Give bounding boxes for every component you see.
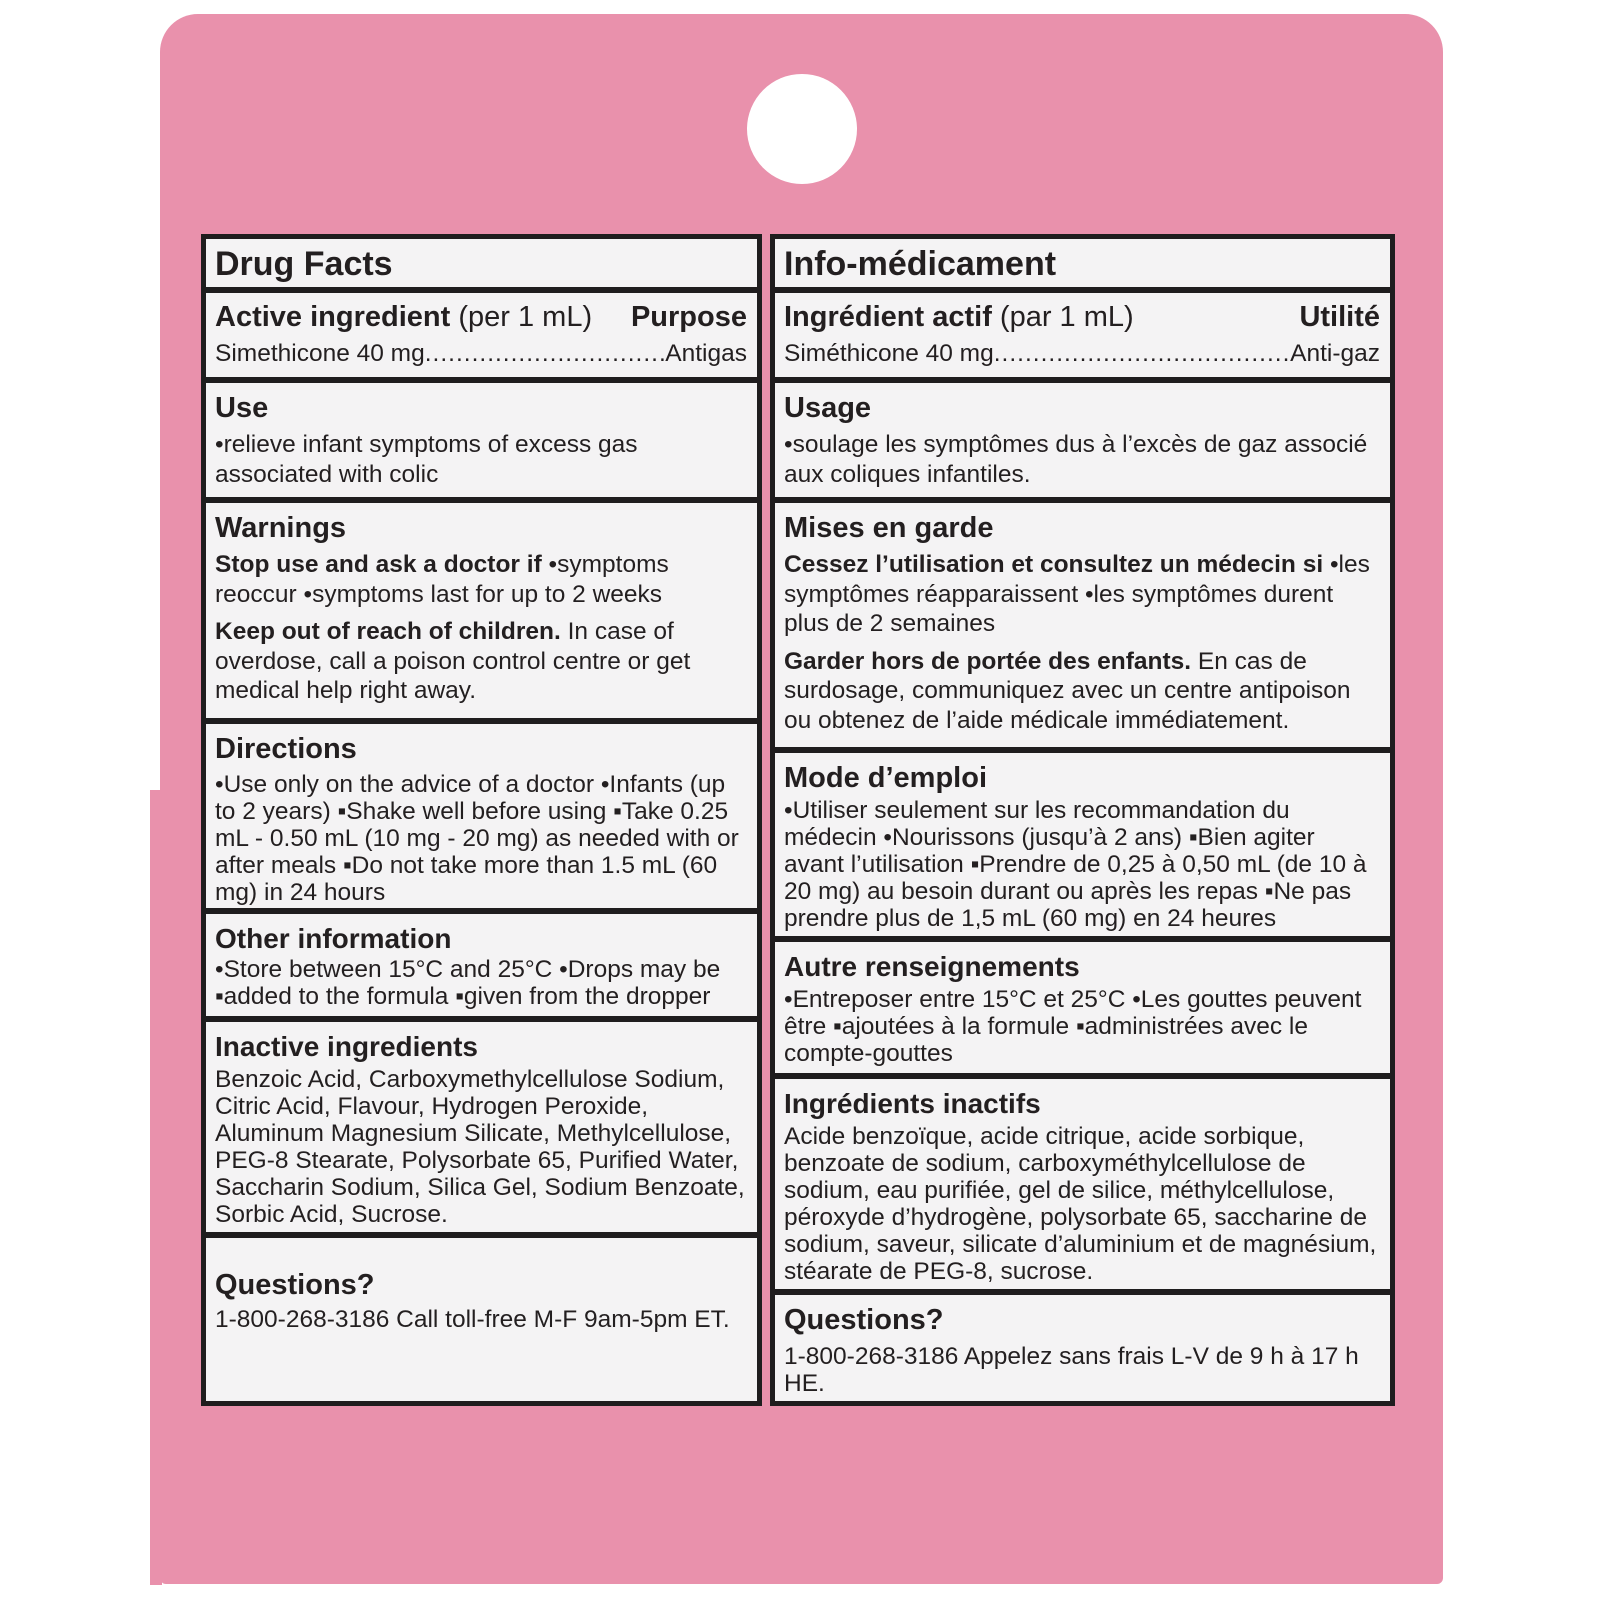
usage-text: •soulage les symptômes dus à l’excès de gaz associé aux coliques infantiles. [784, 431, 1368, 488]
questions-section-fr [775, 1295, 1390, 1401]
directions-text: •Use only on the advice of a doctor •Infants (up to 2 years) ▪Shake well before using ▪Take 0.25 mL - 0.50 mL (10 mg - 20 mg) as needed with or after meals ▪Do not take more than 1.5 mL (60 mg) in 24 hours [215, 771, 739, 906]
usage-heading: Usage [784, 392, 872, 424]
drug-facts-panel-en [201, 234, 762, 1406]
info-medicament-title: Info-médicament [784, 245, 1057, 283]
mode-emploi-heading: Mode d’emploi [784, 762, 987, 794]
active-ingredient-section [206, 293, 757, 377]
keep-out-bold: Keep out of reach of children. [215, 618, 561, 645]
mode-emploi-section [775, 753, 1390, 936]
drug-facts-panel-fr [770, 234, 1395, 1406]
ingredients-inactifs-heading: Ingrédients inactifs [784, 1088, 1041, 1119]
mises-en-garde-heading: Mises en garde [784, 512, 994, 544]
mises-en-garde-section [775, 503, 1390, 747]
stop-use-bold: Stop use and ask a doctor if [215, 551, 542, 578]
utilite-label: Utilité [1299, 301, 1380, 333]
garder-bold: Garder hors de portée des enfants. [784, 647, 1192, 675]
ingredients-inactifs-section [775, 1079, 1390, 1289]
questions-text: 1-800-268-3186 Call toll-free M-F 9am-5pm ET. [215, 1306, 730, 1333]
use-section [206, 383, 757, 497]
ingredient-name-fr: Siméthicone 40 mg [784, 340, 994, 367]
ingredient-actif-label: Ingrédient actif [784, 301, 992, 333]
cessez-text: •les symptômes réapparaissent •les symptômes durent plus de 2 semaines [784, 551, 1370, 637]
questions-text-fr: 1-800-268-3186 Appelez sans frais L-V de 9 h à 17 h HE. [784, 1343, 1359, 1397]
drug-facts-title: Drug Facts [215, 245, 393, 283]
cessez-bold: Cessez l’utilisation et consultez un médecin si [784, 551, 1324, 578]
inactive-heading: Inactive ingredients [215, 1031, 478, 1062]
purpose-label: Purpose [630, 301, 747, 333]
inactive-text: Benzoic Acid, Carboxymethylcellulose Sodium, Citric Acid, Flavour, Hydrogen Peroxide, Aluminum Magnesium Silicate, Methylcellulose, PEG-8 Stearate, Polysorbate 65, Purified Water, Saccharin Sodium, Silica Gel, Sodium Benzoate, Sorbic Acid, Sucrose. [215, 1066, 745, 1228]
drug-facts-title-section [206, 239, 757, 287]
leader-dots [425, 337, 666, 371]
directions-section [206, 724, 757, 908]
package-side-edge [150, 790, 162, 1585]
ingredients-inactifs-text: Acide benzoïque, acide citrique, acide sorbique, benzoate de sodium, carboxyméthylcellulose de sodium, eau purifiée, gel de silice, méthylcellulose, péroxyde d’hydrogène, polysorbate 65, saccharine de sodium, saveur, silicate d’aluminium et de magnésium, stéarate de PEG-8, sucrose. [784, 1123, 1377, 1285]
questions-section [206, 1238, 757, 1401]
autre-renseignements-heading: Autre renseignements [784, 951, 1080, 982]
autre-renseignements-section [775, 942, 1390, 1073]
questions-heading-fr: Questions? [784, 1304, 944, 1336]
warnings-heading: Warnings [215, 512, 347, 544]
active-ingredient-label: Active ingredient [215, 301, 451, 333]
ingredient-purpose: Antigas [665, 340, 747, 367]
stop-use-text: •symptoms reoccur •symptoms last for up to 2 weeks [215, 551, 669, 608]
ingredient-name: Simethicone 40 mg [215, 340, 425, 367]
ingredient-actif-section [775, 293, 1390, 377]
warnings-section [206, 503, 757, 718]
usage-section [775, 383, 1390, 497]
leader-dots-fr [994, 337, 1290, 371]
inactive-section [206, 1022, 757, 1232]
par-label: (par 1 mL) [999, 301, 1134, 333]
active-per-label: (per 1 mL) [458, 301, 593, 333]
directions-heading: Directions [215, 733, 357, 765]
other-info-heading: Other information [215, 923, 452, 954]
ingredient-utilite: Anti-gaz [1290, 340, 1380, 367]
mode-emploi-text: •Utiliser seulement sur les recommandation du médecin •Nourissons (jusqu’à 2 ans) ▪Bien agiter avant l’utilisation ▪Prendre de 0,25 à 0,50 mL (de 10 à 20 mg) au besoin durant ou après les repas ▪Ne pas prendre plus de 1,5 mL (60 mg) en 24 heures [784, 797, 1367, 932]
keep-out-text: In case of overdose, call a poison control centre or get medical help right away. [215, 618, 691, 704]
garder-text: En cas de surdosage, communiquez avec un centre antipoison ou obtenez de l’aide médicale immédiatement. [784, 647, 1351, 734]
autre-renseignements-text: •Entreposer entre 15°C et 25°C •Les gouttes peuvent être ▪ajoutées à la formule ▪administrées avec le compte-gouttes [784, 986, 1362, 1067]
other-info-section [206, 914, 757, 1016]
questions-heading: Questions? [215, 1269, 375, 1301]
other-info-text: •Store between 15°C and 25°C •Drops may be ▪added to the formula ▪given from the dropper [215, 956, 721, 1010]
use-heading: Use [215, 392, 269, 424]
use-text: •relieve infant symptoms of excess gas associated with colic [215, 431, 638, 488]
hang-hole [747, 74, 857, 184]
info-medicament-title-section [775, 239, 1390, 287]
